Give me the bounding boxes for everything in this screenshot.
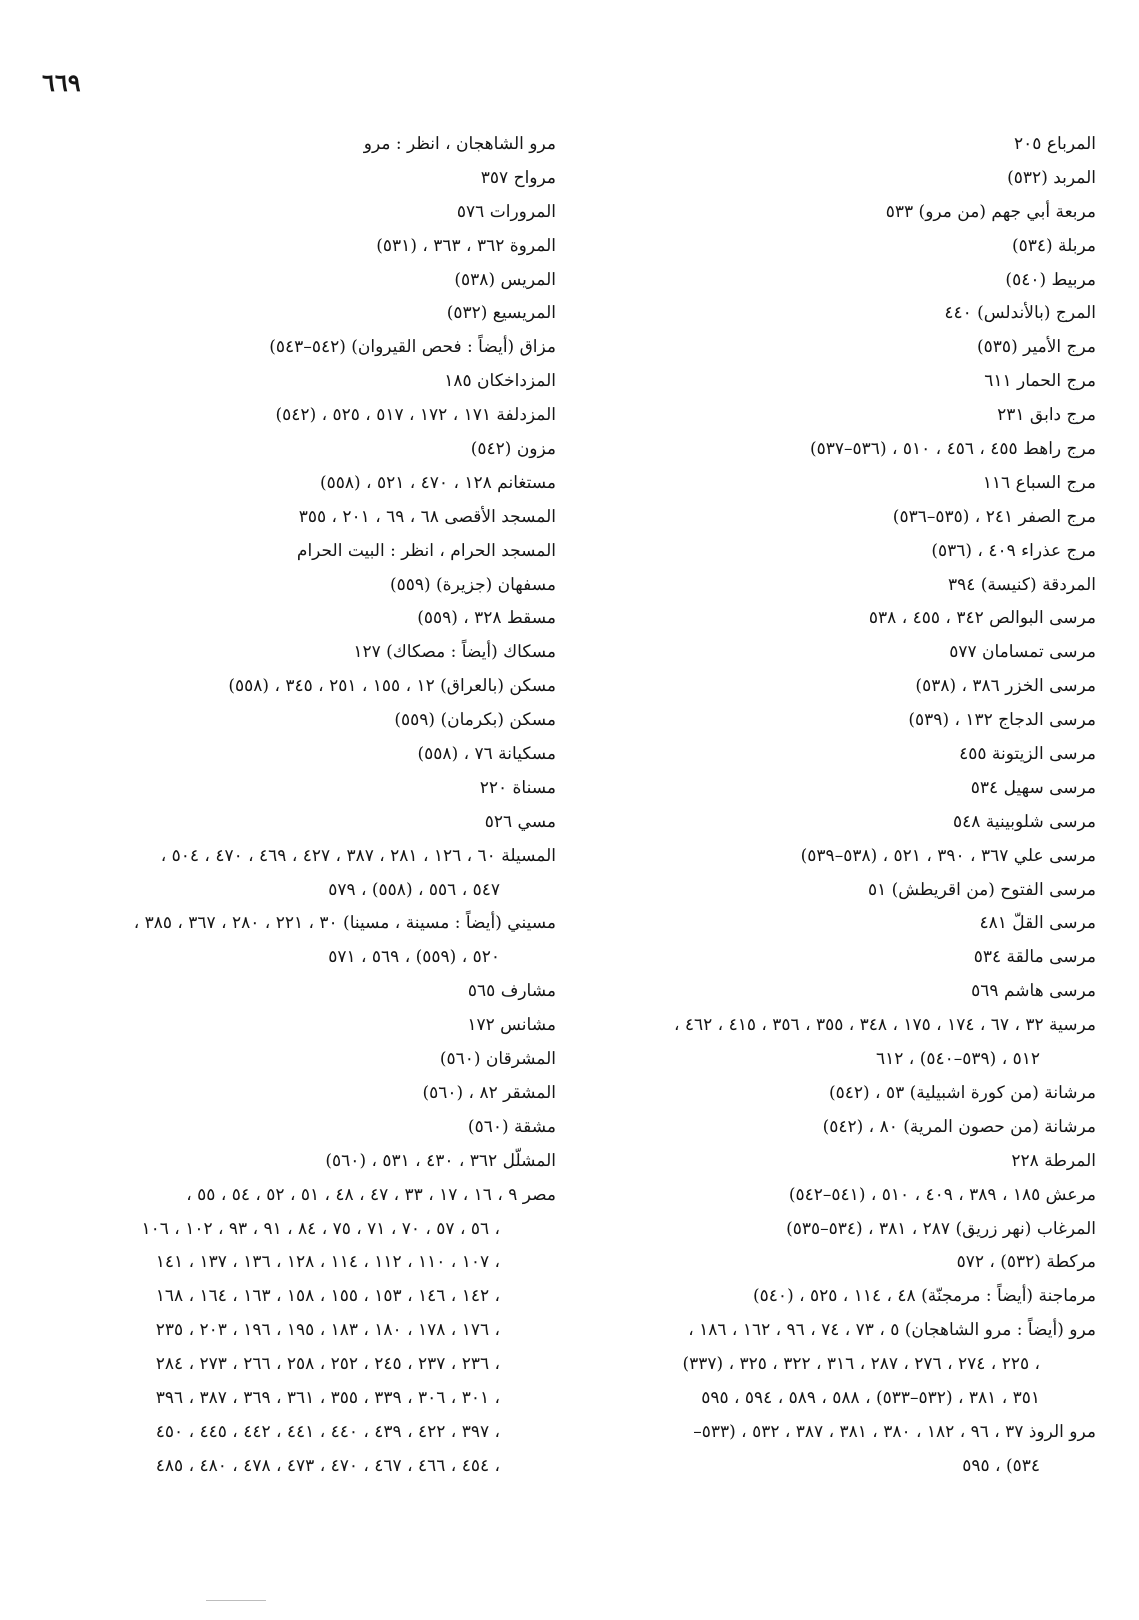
index-left-continuation-line: ٣٩٧ ، ٤٢٢ ، ٤٣٩ ، ٤٤٠ ، ٤٤١ ، ٤٤٢ ، ٤٤٥ ، ٤٥٠ ، xyxy=(155,1421,500,1442)
index-right-entry: مربعة أبي جهم (من مرو) ٥٣٣ xyxy=(885,201,1096,222)
index-left-entry: المشلّل ٣٦٢ ، ٤٣٠ ، ٥٣١ ، (٥٦٠) xyxy=(325,1150,556,1171)
index-right-continuation-line: ٥١٢ ، (٥٣٩–٥٤٠) ، ٦١٢ xyxy=(876,1049,1040,1070)
index-right-entry: مرسية ٣٢ ، ٦٧ ، ١٧٤ ، ١٧٥ ، ٣٤٨ ، ٣٥٥ ، ٣٥٦ ، ٤١٥ ، ٤٦٢ ، xyxy=(673,1015,1096,1036)
index-right-entry: مرسى الخزر ٣٨٦ ، (٥٣٨) xyxy=(915,676,1096,697)
index-left-entry: مسكيانة ٧٦ ، (٥٥٨) xyxy=(417,744,556,765)
index-right-entry: مرشانة (من كورة اشبيلية) ٥٣ ، (٥٤٢) xyxy=(828,1082,1096,1103)
footer-rule xyxy=(206,1600,266,1601)
index-left-entry: المريس (٥٣٨) xyxy=(454,269,556,290)
index-left-entry: المسجد الحرام ، انظر : البيت الحرام xyxy=(296,540,556,561)
index-right-entry: مرو (أيضاً : مرو الشاهجان) ٥ ، ٧٣ ، ٧٤ ، ٩٦ ، ١٦٢ ، ١٨٦ ، xyxy=(688,1320,1096,1341)
index-left-entry: المروة ٣٦٢ ، ٣٦٣ ، (٥٣١) xyxy=(376,235,556,256)
index-left-entry: مرواح ٣٥٧ xyxy=(480,167,556,188)
index-left-continuation-line: ٢٣٦ ، ٢٣٧ ، ٢٤٥ ، ٢٥٢ ، ٢٥٨ ، ٢٦٦ ، ٢٧٣ ، ٢٨٤ ، xyxy=(155,1354,500,1375)
index-right-entry: مرسى شلوبينية ٥٤٨ xyxy=(952,811,1096,832)
index-right-entry: مركطة (٥٣٢) ، ٥٧٢ xyxy=(956,1252,1096,1273)
index-left-continuation-line: ١٤٢ ، ١٤٦ ، ١٥٣ ، ١٥٥ ، ١٥٨ ، ١٦٣ ، ١٦٤ ، ١٦٨ ، xyxy=(155,1286,500,1307)
index-left-entry: مسكن (بالعراق) ١٢ ، ١٥٥ ، ٢٥١ ، ٣٤٥ ، (٥٥٨) xyxy=(228,676,556,697)
index-right-entry: المرباع ٢٠٥ xyxy=(1014,134,1096,154)
index-right-entry: مرسى القلّ ٤٨١ xyxy=(979,913,1096,934)
index-left-entry: مسكاك (أيضاً : مصكاك) ١٢٧ xyxy=(353,642,556,663)
index-right-continuation-line: ٢٢٥ ، ٢٧٤ ، ٢٧٦ ، ٢٨٧ ، ٣١٦ ، ٣٢٢ ، ٣٢٥ ، (٣٣٧) ، xyxy=(682,1354,1040,1375)
index-right-entry: مربلة (٥٣٤) xyxy=(1011,235,1096,256)
index-column-left xyxy=(72,128,556,1484)
index-left-continuation-line: ١٧٦ ، ١٧٨ ، ١٨٠ ، ١٨٣ ، ١٩٥ ، ١٩٦ ، ٢٠٣ ، ٢٣٥ ، xyxy=(155,1320,500,1341)
index-right-entry: مرسى سهيل ٥٣٤ xyxy=(970,777,1096,798)
index-right-entry: مرج دابق ٢٣١ xyxy=(997,405,1096,426)
index-right-entry: مرسى علي ٣٦٧ ، ٣٩٠ ، ٥٢١ ، (٥٣٨–٥٣٩) xyxy=(800,845,1096,866)
index-left-continuation-line: ٥٢٠ ، (٥٥٩) ، ٥٦٩ ، ٥٧١ xyxy=(328,947,500,968)
index-left-entry: مسفهان (جزيرة) (٥٥٩) xyxy=(389,574,556,595)
index-right-entry: المرطة ٢٢٨ xyxy=(1011,1150,1096,1171)
index-left-entry: مشانس ١٧٢ xyxy=(467,1015,556,1036)
index-left-entry: المريسيع (٥٣٢) xyxy=(446,303,556,324)
index-left-entry: المسجد الأقصى ٦٨ ، ٦٩ ، ٢٠١ ، ٣٥٥ xyxy=(298,506,556,527)
index-right-entry: المرج (بالأندلس) ٤٤٠ xyxy=(944,303,1096,324)
index-right-entry: المردقة (كنيسة) ٣٩٤ xyxy=(947,574,1096,595)
index-left-entry: المزدلفة ١٧١ ، ١٧٢ ، ٥١٧ ، ٥٢٥ ، (٥٤٢) xyxy=(275,405,556,426)
index-right-entry: مرو الروذ ٣٧ ، ٩٦ ، ١٨٢ ، ٣٨٠ ، ٣٨١ ، ٣٨٧ ، ٥٣٢ ، (٥٣٣– xyxy=(693,1421,1096,1442)
index-left-continuation-line: ٥٦ ، ٥٧ ، ٧٠ ، ٧١ ، ٧٥ ، ٨٤ ، ٩١ ، ٩٣ ، ١٠٢ ، ١٠٦ ، xyxy=(141,1218,500,1239)
index-left-entry: مسناة ٢٢٠ xyxy=(479,777,556,798)
index-right-entry: مرسى هاشم ٥٦٩ xyxy=(971,981,1096,1002)
index-left-continuation-line: ٥٤٧ ، ٥٥٦ ، (٥٥٨) ، ٥٧٩ xyxy=(328,879,500,900)
index-right-entry: مرسى الزيتونة ٤٥٥ xyxy=(959,744,1096,765)
index-right-entry: مرسى مالقة ٥٣٤ xyxy=(973,947,1096,968)
index-right-entry: مرسى الفتوح (من اقريطش) ٥١ xyxy=(867,879,1096,900)
index-left-entry: مسيني (أيضاً : مسينة ، مسينا) ٣٠ ، ٢٢١ ، ٢٨٠ ، ٣٦٧ ، ٣٨٥ ، xyxy=(133,913,556,934)
index-left-entry: المسيلة ٦٠ ، ١٢٦ ، ٢٨١ ، ٣٨٧ ، ٤٢٧ ، ٤٦٩ ، ٤٧٠ ، ٥٠٤ ، xyxy=(160,845,556,866)
index-left-entry: المشقر ٨٢ ، (٥٦٠) xyxy=(422,1082,556,1103)
index-right-entry: مرج عذراء ٤٠٩ ، (٥٣٦) xyxy=(931,540,1096,561)
index-right-continuation-line: ٣٥١ ، ٣٨١ ، (٥٣٢–٥٣٣) ، ٥٨٨ ، ٥٨٩ ، ٥٩٤ ، ٥٩٥ xyxy=(701,1387,1040,1408)
index-left-entry: مشقة (٥٦٠) xyxy=(467,1116,556,1137)
index-right-entry: مرسى البوالص ٣٤٢ ، ٤٥٥ ، ٥٣٨ xyxy=(868,608,1096,629)
index-left-continuation-line: ١٠٧ ، ١١٠ ، ١١٢ ، ١١٤ ، ١٢٨ ، ١٣٦ ، ١٣٧ ، ١٤١ ، xyxy=(155,1252,500,1273)
index-left-entry: مشارف ٥٦٥ xyxy=(467,981,556,1002)
index-left-entry: مسكن (بكرمان) (٥٥٩) xyxy=(394,710,556,731)
index-left-entry: مسقط ٣٢٨ ، (٥٥٩) xyxy=(417,608,556,629)
index-left-entry: مصر ٩ ، ١٦ ، ١٧ ، ٣٣ ، ٤٧ ، ٤٨ ، ٥١ ، ٥٢ ، ٥٤ ، ٥٥ ، xyxy=(186,1184,556,1205)
index-left-entry: المزداخكان ١٨٥ xyxy=(444,371,556,392)
index-right-entry: مرج راهط ٤٥٥ ، ٤٥٦ ، ٥١٠ ، (٥٣٦–٥٣٧) xyxy=(809,439,1096,460)
index-right-entry: مرسى تمسامان ٥٧٧ xyxy=(949,642,1096,663)
index-left-entry: مزون (٥٤٢) xyxy=(470,439,556,460)
index-right-entry: المرغاب (نهر زريق) ٢٨٧ ، ٣٨١ ، (٥٣٤–٥٣٥) xyxy=(786,1218,1096,1239)
index-right-entry: مرسى الدجاج ١٣٢ ، (٥٣٩) xyxy=(908,710,1096,731)
index-left-entry: مسي ٥٢٦ xyxy=(484,811,556,832)
page-number: ٦٦٩ xyxy=(42,68,81,97)
index-left-entry: المرورات ٥٧٦ xyxy=(456,201,556,222)
index-right-entry: مرعش ١٨٥ ، ٣٨٩ ، ٤٠٩ ، ٥١٠ ، (٥٤١–٥٤٢) xyxy=(788,1184,1096,1205)
index-left-entry: المشرقان (٥٦٠) xyxy=(439,1049,556,1070)
index-right-entry: مرج الأمير (٥٣٥) xyxy=(977,337,1096,358)
index-right-entry: مرج الصفر ٢٤١ ، (٥٣٥–٥٣٦) xyxy=(892,506,1096,527)
index-left-entry: مستغانم ١٢٨ ، ٤٧٠ ، ٥٢١ ، (٥٥٨) xyxy=(319,472,556,493)
index-left-entry: مرو الشاهجان ، انظر : مرو xyxy=(363,134,556,154)
index-right-entry: مرج السباع ١١٦ xyxy=(982,472,1096,493)
index-left-continuation-line: ٣٠١ ، ٣٠٦ ، ٣٣٩ ، ٣٥٥ ، ٣٦١ ، ٣٦٩ ، ٣٨٧ ، ٣٩٦ ، xyxy=(155,1387,500,1408)
index-column-right xyxy=(596,128,1096,1484)
index-right-entry: مرج الحمار ٦١١ xyxy=(984,371,1096,392)
index-right-entry: المربد (٥٣٢) xyxy=(1007,167,1096,188)
index-left-continuation-line: ٤٥٤ ، ٤٦٦ ، ٤٦٧ ، ٤٧٠ ، ٤٧٣ ، ٤٧٨ ، ٤٨٠ ، ٤٨٥ ، xyxy=(155,1455,500,1476)
index-right-continuation-line: ٥٣٤) ، ٥٩٥ xyxy=(962,1455,1040,1476)
index-right-entry: مرماجنة (أيضاً : مرمجنّة) ٤٨ ، ١١٤ ، ٥٢٥ ، (٥٤٠) xyxy=(753,1286,1096,1307)
index-right-entry: مربيط (٥٤٠) xyxy=(1005,269,1096,290)
index-left-entry: مزاق (أيضاً : فحص القيروان) (٥٤٢–٥٤٣) xyxy=(269,337,556,358)
index-right-entry: مرشانة (من حصون المرية) ٨٠ ، (٥٤٢) xyxy=(822,1116,1096,1137)
